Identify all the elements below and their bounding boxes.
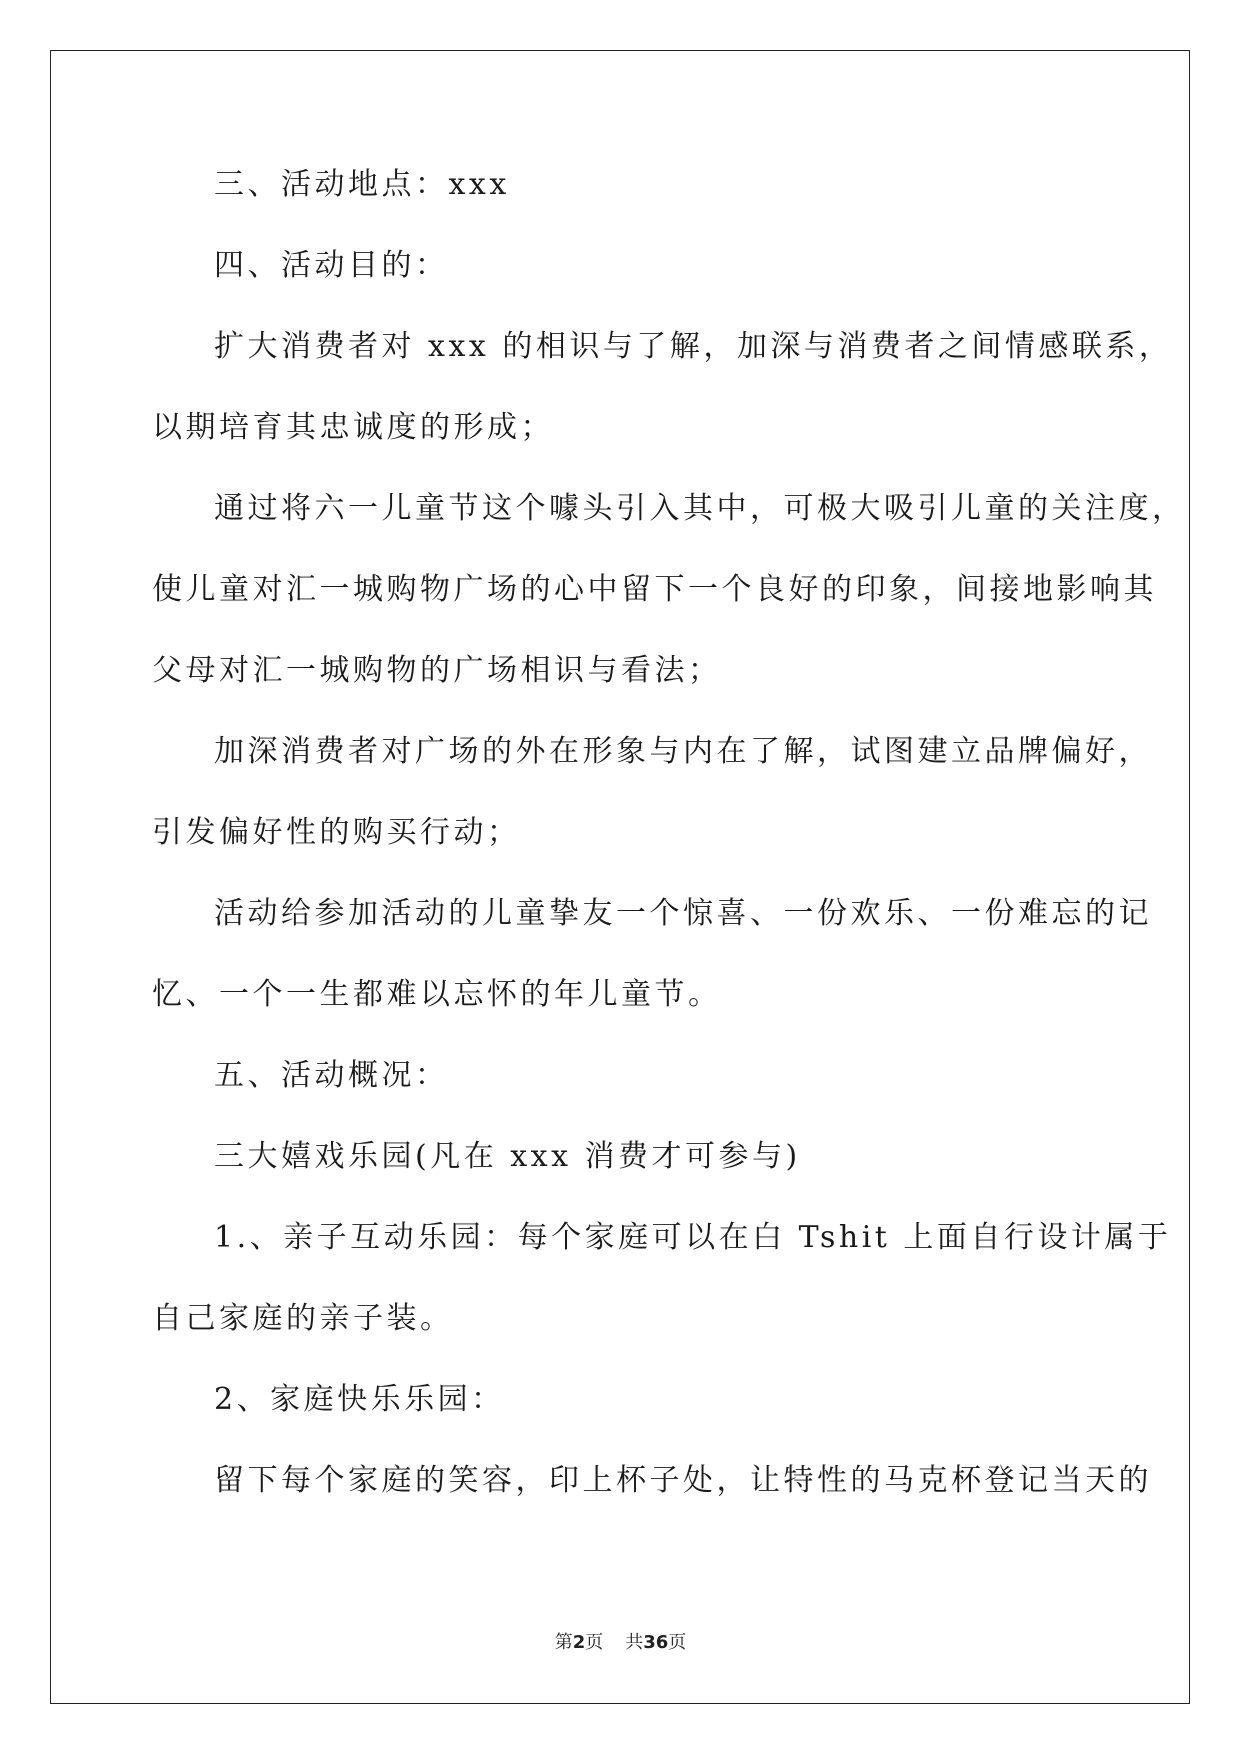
text-line: 以期培育其忠诚度的形成； bbox=[152, 410, 554, 445]
text-line: 留下每个家庭的笑容，印上杯子处，让特性的马克杯登记当天的 bbox=[214, 1463, 1152, 1498]
text-line: 四、活动目的： bbox=[214, 248, 449, 283]
text-line: 2、家庭快乐乐园： bbox=[214, 1382, 505, 1417]
text-line: 父母对汇一城购物的广场相识与看法； bbox=[152, 653, 722, 688]
footer-total-suffix: 页 bbox=[668, 1632, 687, 1653]
total-page-count: 36 bbox=[643, 1632, 669, 1653]
footer-total-prefix: 共 bbox=[625, 1632, 644, 1653]
text-line: 自己家庭的亲子装。 bbox=[152, 1301, 454, 1336]
text-line: 三、活动地点：xxx bbox=[214, 167, 510, 202]
text-line: 扩大消费者对 xxx 的相识与了解，加深与消费者之间情感联系， bbox=[214, 329, 1173, 364]
text-line: 加深消费者对广场的外在形象与内在了解，试图建立品牌偏好， bbox=[214, 734, 1152, 769]
current-page-number: 2 bbox=[572, 1632, 586, 1653]
text-line: 三大嬉戏乐园(凡在 xxx 消费才可参与) bbox=[214, 1139, 801, 1174]
text-line: 引发偏好性的购买行动； bbox=[152, 815, 521, 850]
text-line: 使儿童对汇一城购物广场的心中留下一个良好的印象，间接地影响其 bbox=[152, 572, 1157, 607]
document-body bbox=[152, 163, 1186, 1540]
text-line: 1.、亲子互动乐园：每个家庭可以在白 Tshit 上面自行设计属于 bbox=[214, 1220, 1172, 1255]
text-line: 忆、一个一生都难以忘怀的年儿童节。 bbox=[152, 977, 722, 1012]
footer-page-suffix: 页 bbox=[585, 1632, 604, 1653]
text-line: 活动给参加活动的儿童挚友一个惊喜、一份欢乐、一份难忘的记 bbox=[214, 896, 1152, 931]
footer-prefix: 第 bbox=[554, 1632, 573, 1653]
page-footer bbox=[0, 1631, 1241, 1655]
text-line: 通过将六一儿童节这个噱头引入其中，可极大吸引儿童的关注度， bbox=[214, 491, 1186, 526]
text-line: 五、活动概况： bbox=[214, 1058, 449, 1093]
